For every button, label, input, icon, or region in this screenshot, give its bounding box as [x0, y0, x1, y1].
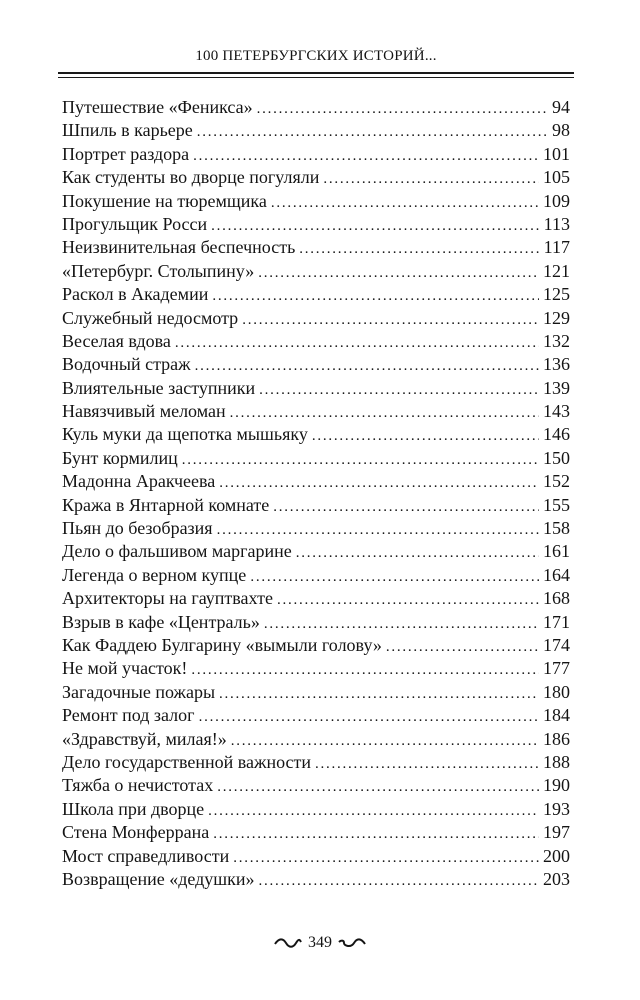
toc-dot-leader — [217, 519, 539, 542]
toc-entry-page: 101 — [543, 143, 570, 164]
toc-entry — [62, 681, 570, 704]
toc-dot-leader — [271, 192, 539, 215]
toc-dot-leader — [212, 285, 539, 308]
toc-entry-title: Стена Монферрана — [62, 822, 210, 843]
toc-entry-page: 168 — [543, 588, 570, 609]
toc-entry-page: 164 — [543, 564, 570, 585]
toc-dot-leader — [315, 753, 539, 776]
toc-entry-page: 203 — [543, 868, 570, 889]
toc-entry-title: Дело о фальшивом маргарине — [62, 541, 292, 562]
toc-entry-page: 184 — [543, 705, 570, 726]
toc-entry — [62, 634, 570, 657]
toc-entry-page: 155 — [543, 494, 570, 515]
toc-entry-page: 139 — [543, 377, 570, 398]
right-swash-ornament-icon — [338, 937, 366, 949]
toc-entry-title: Загадочные пожары — [62, 681, 216, 702]
toc-entry-title: Шпиль в карьере — [62, 120, 193, 141]
toc-entry-page: 171 — [543, 611, 570, 632]
toc-entry — [62, 447, 570, 470]
page-number: 349 — [308, 934, 332, 951]
toc-dot-leader — [230, 402, 539, 425]
toc-entry-title: Школа при дворце — [62, 798, 205, 819]
toc-entry-title: Бунт кормилиц — [62, 447, 178, 468]
toc-entry-page: 161 — [543, 541, 570, 562]
toc-entry-page: 200 — [543, 845, 570, 866]
toc-entry-title: «Здравствуй, милая!» — [62, 728, 227, 749]
toc-entry — [62, 236, 570, 259]
toc-entry-title: Портрет раздора — [62, 143, 190, 164]
toc-dot-leader — [197, 121, 548, 144]
toc-entry-title: Путешествие «Феникса» — [62, 97, 253, 117]
toc-dot-leader — [231, 730, 539, 753]
toc-entry-page: 98 — [552, 120, 570, 141]
toc-entry — [62, 260, 570, 283]
toc-entry-page: 113 — [543, 213, 570, 234]
toc-dot-leader — [208, 800, 539, 823]
toc-entry-page: 105 — [543, 167, 570, 188]
toc-entry — [62, 400, 570, 423]
toc-entry — [62, 143, 570, 166]
toc-entry — [62, 540, 570, 563]
toc-entry-title: Влиятельные заступники — [62, 377, 256, 398]
toc-entry — [62, 377, 570, 400]
toc-entry-title: Как Фаддею Булгарину «вымыли голову» — [62, 634, 382, 655]
toc-entry-title: Как студенты во дворце погуляли — [62, 167, 320, 188]
toc-entry — [62, 517, 570, 540]
toc-dot-leader — [258, 262, 539, 285]
toc-entry-title: Возвращение «дедушки» — [62, 868, 255, 889]
toc-entry-page: 190 — [543, 775, 570, 796]
toc-entry — [62, 330, 570, 353]
toc-entry-title: Мост справедливости — [62, 845, 230, 866]
toc-entry — [62, 704, 570, 727]
toc-entry-title: Веселая вдова — [62, 330, 171, 351]
toc-entry-page: 132 — [543, 330, 570, 351]
toc-dot-leader — [259, 870, 539, 893]
toc-entry-title: Пьян до безобразия — [62, 518, 213, 539]
toc-entry-title: Куль муки да щепотка мышьяку — [62, 424, 308, 445]
toc-entry — [62, 470, 570, 493]
toc-dot-leader — [175, 332, 539, 355]
toc-dot-leader — [264, 613, 539, 636]
toc-entry — [62, 845, 570, 868]
page-footer — [0, 934, 640, 952]
toc-dot-leader — [296, 542, 539, 565]
toc-entry-page: 152 — [543, 471, 570, 492]
toc-entry-page: 197 — [543, 822, 570, 843]
toc-dot-leader — [195, 355, 539, 378]
toc-entry — [62, 307, 570, 330]
toc-entry — [62, 190, 570, 213]
table-of-contents — [62, 96, 570, 891]
toc-entry-page: 109 — [543, 190, 570, 211]
toc-entry — [62, 353, 570, 376]
toc-entry — [62, 283, 570, 306]
toc-entry-page: 129 — [543, 307, 570, 328]
toc-entry-page: 150 — [543, 447, 570, 468]
toc-dot-leader — [213, 823, 539, 846]
toc-entry-page: 136 — [543, 354, 570, 375]
toc-dot-leader — [191, 659, 539, 682]
toc-entry-title: Взрыв в кафе «Централь» — [62, 611, 260, 632]
toc-entry-title: Ремонт под залог — [62, 705, 195, 726]
toc-dot-leader — [182, 449, 539, 472]
toc-entry-title: Раскол в Академии — [62, 284, 209, 305]
toc-dot-leader — [299, 238, 539, 261]
toc-dot-leader — [323, 168, 539, 191]
toc-entry-page: 94 — [552, 97, 570, 117]
toc-entry-title: Архитекторы на гауптвахте — [62, 588, 273, 609]
toc-dot-leader — [257, 98, 548, 121]
toc-entry — [62, 119, 570, 142]
toc-entry — [62, 728, 570, 751]
toc-entry-page: 188 — [543, 751, 570, 772]
toc-entry-page: 125 — [543, 284, 570, 305]
toc-dot-leader — [250, 566, 539, 589]
toc-dot-leader — [199, 706, 539, 729]
toc-entry-title: Дело государственной важности — [62, 751, 312, 772]
toc-entry-page: 117 — [543, 237, 570, 258]
toc-dot-leader — [219, 472, 539, 495]
toc-entry-page: 186 — [543, 728, 570, 749]
toc-dot-leader — [312, 425, 539, 448]
toc-dot-leader — [233, 847, 539, 870]
toc-dot-leader — [242, 309, 539, 332]
header-rule-thin — [58, 77, 574, 78]
toc-dot-leader — [277, 589, 539, 612]
toc-entry — [62, 166, 570, 189]
toc-entry-page: 121 — [543, 260, 570, 281]
toc-entry-page: 180 — [543, 681, 570, 702]
toc-entry-title: Неизвинительная беспечность — [62, 237, 296, 258]
toc-entry — [62, 423, 570, 446]
toc-entry-page: 143 — [543, 401, 570, 422]
toc-entry — [62, 821, 570, 844]
toc-entry-title: Прогульщик Росси — [62, 213, 208, 234]
toc-dot-leader — [219, 683, 539, 706]
toc-entry-title: Служебный недосмотр — [62, 307, 239, 328]
toc-entry — [62, 657, 570, 680]
toc-entry-title: Навязчивый меломан — [62, 401, 226, 422]
toc-entry-page: 174 — [543, 634, 570, 655]
toc-dot-leader — [217, 776, 539, 799]
toc-entry-title: Мадонна Аракчеева — [62, 471, 216, 492]
toc-entry — [62, 494, 570, 517]
running-header: 100 ПЕТЕРБУРГСКИХ ИСТОРИЙ... — [195, 48, 437, 64]
toc-entry — [62, 564, 570, 587]
toc-entry — [62, 587, 570, 610]
toc-entry-page: 177 — [543, 658, 570, 679]
toc-entry-title: Не мой участок! — [62, 658, 188, 679]
toc-dot-leader — [273, 496, 539, 519]
left-swash-ornament-icon — [274, 937, 302, 949]
toc-entry — [62, 774, 570, 797]
toc-dot-leader — [259, 379, 539, 402]
toc-entry — [62, 96, 570, 119]
toc-entry — [62, 213, 570, 236]
toc-entry-title: Легенда о верном купце — [62, 564, 247, 585]
toc-entry — [62, 868, 570, 891]
toc-dot-leader — [211, 215, 540, 238]
toc-entry-title: Тяжба о нечистотах — [62, 775, 214, 796]
toc-dot-leader — [193, 145, 539, 168]
header-rule-thick — [58, 72, 574, 74]
toc-entry-title: Покушение на тюремщика — [62, 190, 267, 211]
toc-dot-leader — [386, 636, 539, 659]
toc-entry-page: 193 — [543, 798, 570, 819]
toc-entry — [62, 798, 570, 821]
toc-entry-title: Кража в Янтарной комнате — [62, 494, 270, 515]
toc-entry-title: «Петербург. Столыпину» — [62, 260, 255, 281]
toc-entry — [62, 611, 570, 634]
toc-entry — [62, 751, 570, 774]
toc-entry-title: Водочный страж — [62, 354, 191, 375]
toc-entry-page: 146 — [543, 424, 570, 445]
toc-entry-page: 158 — [543, 518, 570, 539]
